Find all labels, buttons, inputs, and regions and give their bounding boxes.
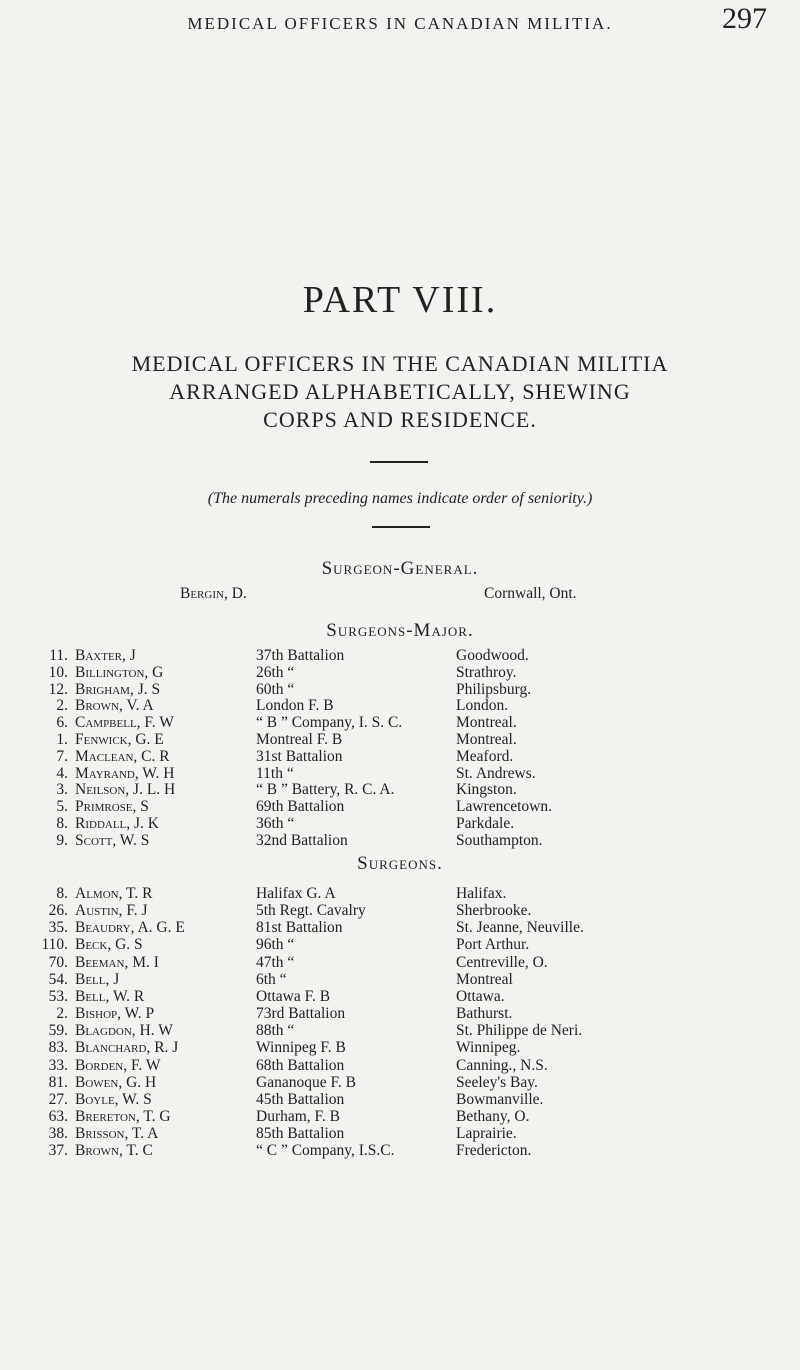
officer-name: Scott, W. S [75,831,150,849]
officer-residence: Montreal. [456,731,517,748]
officer-corps: 32nd Battalion [256,831,348,849]
seniority-number: 38. [48,1125,68,1143]
officer-residence: St. Philippe de Neri. [456,1022,583,1040]
seniority-number: 1. [56,731,68,748]
surgeon-general-heading: Surgeon-General. [321,558,479,579]
officer-corps: 26th “ [256,663,295,681]
officer-residence: Goodwood. [456,647,529,664]
officer-name: Fenwick, G. E [75,731,164,748]
officer-name: Billington, G [75,663,164,681]
seniority-number: 7. [56,747,68,765]
seniority-number: 63. [48,1107,68,1125]
officer-residence: Sherbrooke. [456,902,532,920]
officer-corps: Winnipeg F. B [256,1039,346,1057]
officer-corps: “ B ” Battery, R. C. A. [256,781,395,799]
officer-corps: 69th Battalion [256,798,345,816]
seniority-number: 2. [56,1005,68,1023]
officer-residence: Bathurst. [456,1005,513,1023]
officer-residence: Halifax. [456,885,507,902]
seniority-number: 110. [41,936,68,954]
officer-name: Primrose, S [75,798,149,816]
officer-corps: 96th “ [256,936,295,954]
part-title: PART VIII. [302,279,498,321]
officer-corps: 68th Battalion [256,1056,345,1074]
officer-residence: Montreal. [456,714,517,732]
officer-corps: Durham, F. B [256,1107,341,1125]
officer-corps: Gananoque F. B [256,1073,356,1091]
officer-name: Boyle, W. S [75,1090,152,1108]
officer-corps: “ B ” Company, I. S. C. [256,714,403,732]
officer-corps: Ottawa F. B [256,987,331,1005]
officer-name: Austin, F. J [75,902,148,920]
officer-corps: 6th “ [256,970,287,988]
seniority-number: 4. [56,764,68,782]
officer-residence: Philipsburg. [456,680,532,698]
officer-corps: 85th Battalion [256,1125,345,1143]
officer-corps: 45th Battalion [256,1090,345,1108]
officer-name: Bishop, W. P [75,1005,155,1023]
officer-residence: Port Arthur. [456,936,530,954]
officer-residence: Ottawa. [456,987,505,1005]
main-title-line: ARRANGED ALPHABETICALLY, SHEWING [169,379,631,404]
officer-residence: London. [456,697,509,715]
seniority-number: 54. [48,970,68,988]
officer-residence: Laprairie. [456,1125,517,1143]
officer-entry [0,1139,800,1162]
seniority-number: 53. [48,987,68,1005]
officer-name: Bowen, G. H [75,1073,157,1091]
officer-name: Campbell, F. W [75,714,174,732]
officer-residence: Canning., N.S. [456,1056,548,1074]
seniority-number: 27. [48,1090,68,1108]
officer-corps: 11th “ [256,764,294,782]
seniority-number: 37. [48,1142,68,1160]
officer-name: Blagdon, H. W [75,1022,173,1040]
seniority-number: 59. [48,1022,68,1040]
officer-residence: Parkdale. [456,815,515,832]
seniority-number: 9. [56,831,68,849]
seniority-number: 83. [48,1039,68,1057]
main-title-line: MEDICAL OFFICERS IN THE CANADIAN MILITIA [131,351,669,376]
officer-name: Maclean, C. R [75,747,170,765]
officer-name: Brereton, T. G [75,1107,171,1125]
officer-corps: 73rd Battalion [256,1005,346,1023]
officer-corps: “ C ” Company, I.S.C. [256,1142,395,1160]
officer-residence: Seeley's Bay. [456,1073,538,1091]
seniority-number: 8. [56,885,68,902]
seniority-number: 11. [49,647,68,664]
officer-residence: Strathroy. [456,663,517,681]
officer-residence: St. Jeanne, Neuville. [456,919,584,937]
seniority-number: 12. [48,680,68,698]
officer-corps: Montreal F. B [256,731,343,748]
officer-residence: Montreal [456,970,513,988]
seniority-number: 10. [48,663,68,681]
officer-name: Borden, F. W [75,1056,161,1074]
seniority-number: 81. [48,1073,68,1091]
officer-name: Brown, T. C [75,1142,153,1160]
officer-residence: Kingston. [456,781,517,799]
officer-residence: Fredericton. [456,1142,532,1160]
officer-residence: St. Andrews. [456,764,536,782]
officer-name: Brisson, T. A [75,1125,159,1143]
page-number: 297 [722,2,767,35]
officer-residence: Meaford. [456,747,514,765]
seniority-number: 26. [48,902,68,920]
running-head: MEDICAL OFFICERS IN CANADIAN MILITIA. [187,14,613,33]
officer-residence: Winnipeg. [456,1039,521,1057]
officer-corps: 31st Battalion [256,747,343,765]
seniority-number: 35. [48,919,68,937]
seniority-number: 5. [56,798,68,816]
officer-name: Beaudry, A. G. E [75,919,185,937]
seniority-number: 8. [56,815,68,832]
officer-residence: Centreville, O. [456,953,548,971]
officer-corps: 60th “ [256,680,295,698]
surgeons-major-heading: Surgeons-Major. [326,620,474,641]
officer-residence: Southampton. [456,831,543,849]
surgeons-heading: Surgeons. [357,853,443,874]
officer-corps: London F. B [256,697,334,715]
officer-name: Blanchard, R. J [75,1039,179,1057]
officer-corps: 88th “ [256,1022,295,1040]
officer-residence: Bethany, O. [456,1107,530,1125]
officer-name: Mayrand, W. H [75,764,175,782]
officer-name: Neilson, J. L. H [75,781,176,799]
officer-corps: 37th Battalion [256,647,345,664]
officer-corps: 81st Battalion [256,919,343,937]
officer-name: Beck, G. S [75,936,143,954]
officer-name: Bell, J [75,970,120,988]
officer-residence: Lawrencetown. [456,798,552,816]
officer-corps: 47th “ [256,953,295,971]
officer-name: Riddall, J. K [75,815,159,832]
officer-name: Brigham, J. S [75,680,161,698]
officer-name: Beeman, M. I [75,953,159,971]
seniority-number: 70. [48,953,68,971]
main-title-line: CORPS AND RESIDENCE. [263,407,537,432]
officer-corps: Halifax G. A [256,885,336,902]
officer-name: Almon, T. R [75,885,153,902]
officer-residence: Bowmanville. [456,1090,544,1108]
officer-name: Bergin, D. [180,585,247,602]
officer-name: Bell, W. R [75,987,145,1005]
officer-residence: Cornwall, Ont. [484,585,577,602]
seniority-number: 2. [56,697,68,715]
seniority-number: 33. [48,1056,68,1074]
seniority-note: (The numerals preceding names indicate order of seniority.) [207,490,593,507]
seniority-number: 3. [56,781,68,799]
officer-corps: 36th “ [256,815,295,832]
officer-name: Brown, V. A [75,697,154,715]
officer-name: Baxter, J [75,647,136,664]
officer-corps: 5th Regt. Cavalry [256,902,366,920]
seniority-number: 6. [56,714,68,732]
